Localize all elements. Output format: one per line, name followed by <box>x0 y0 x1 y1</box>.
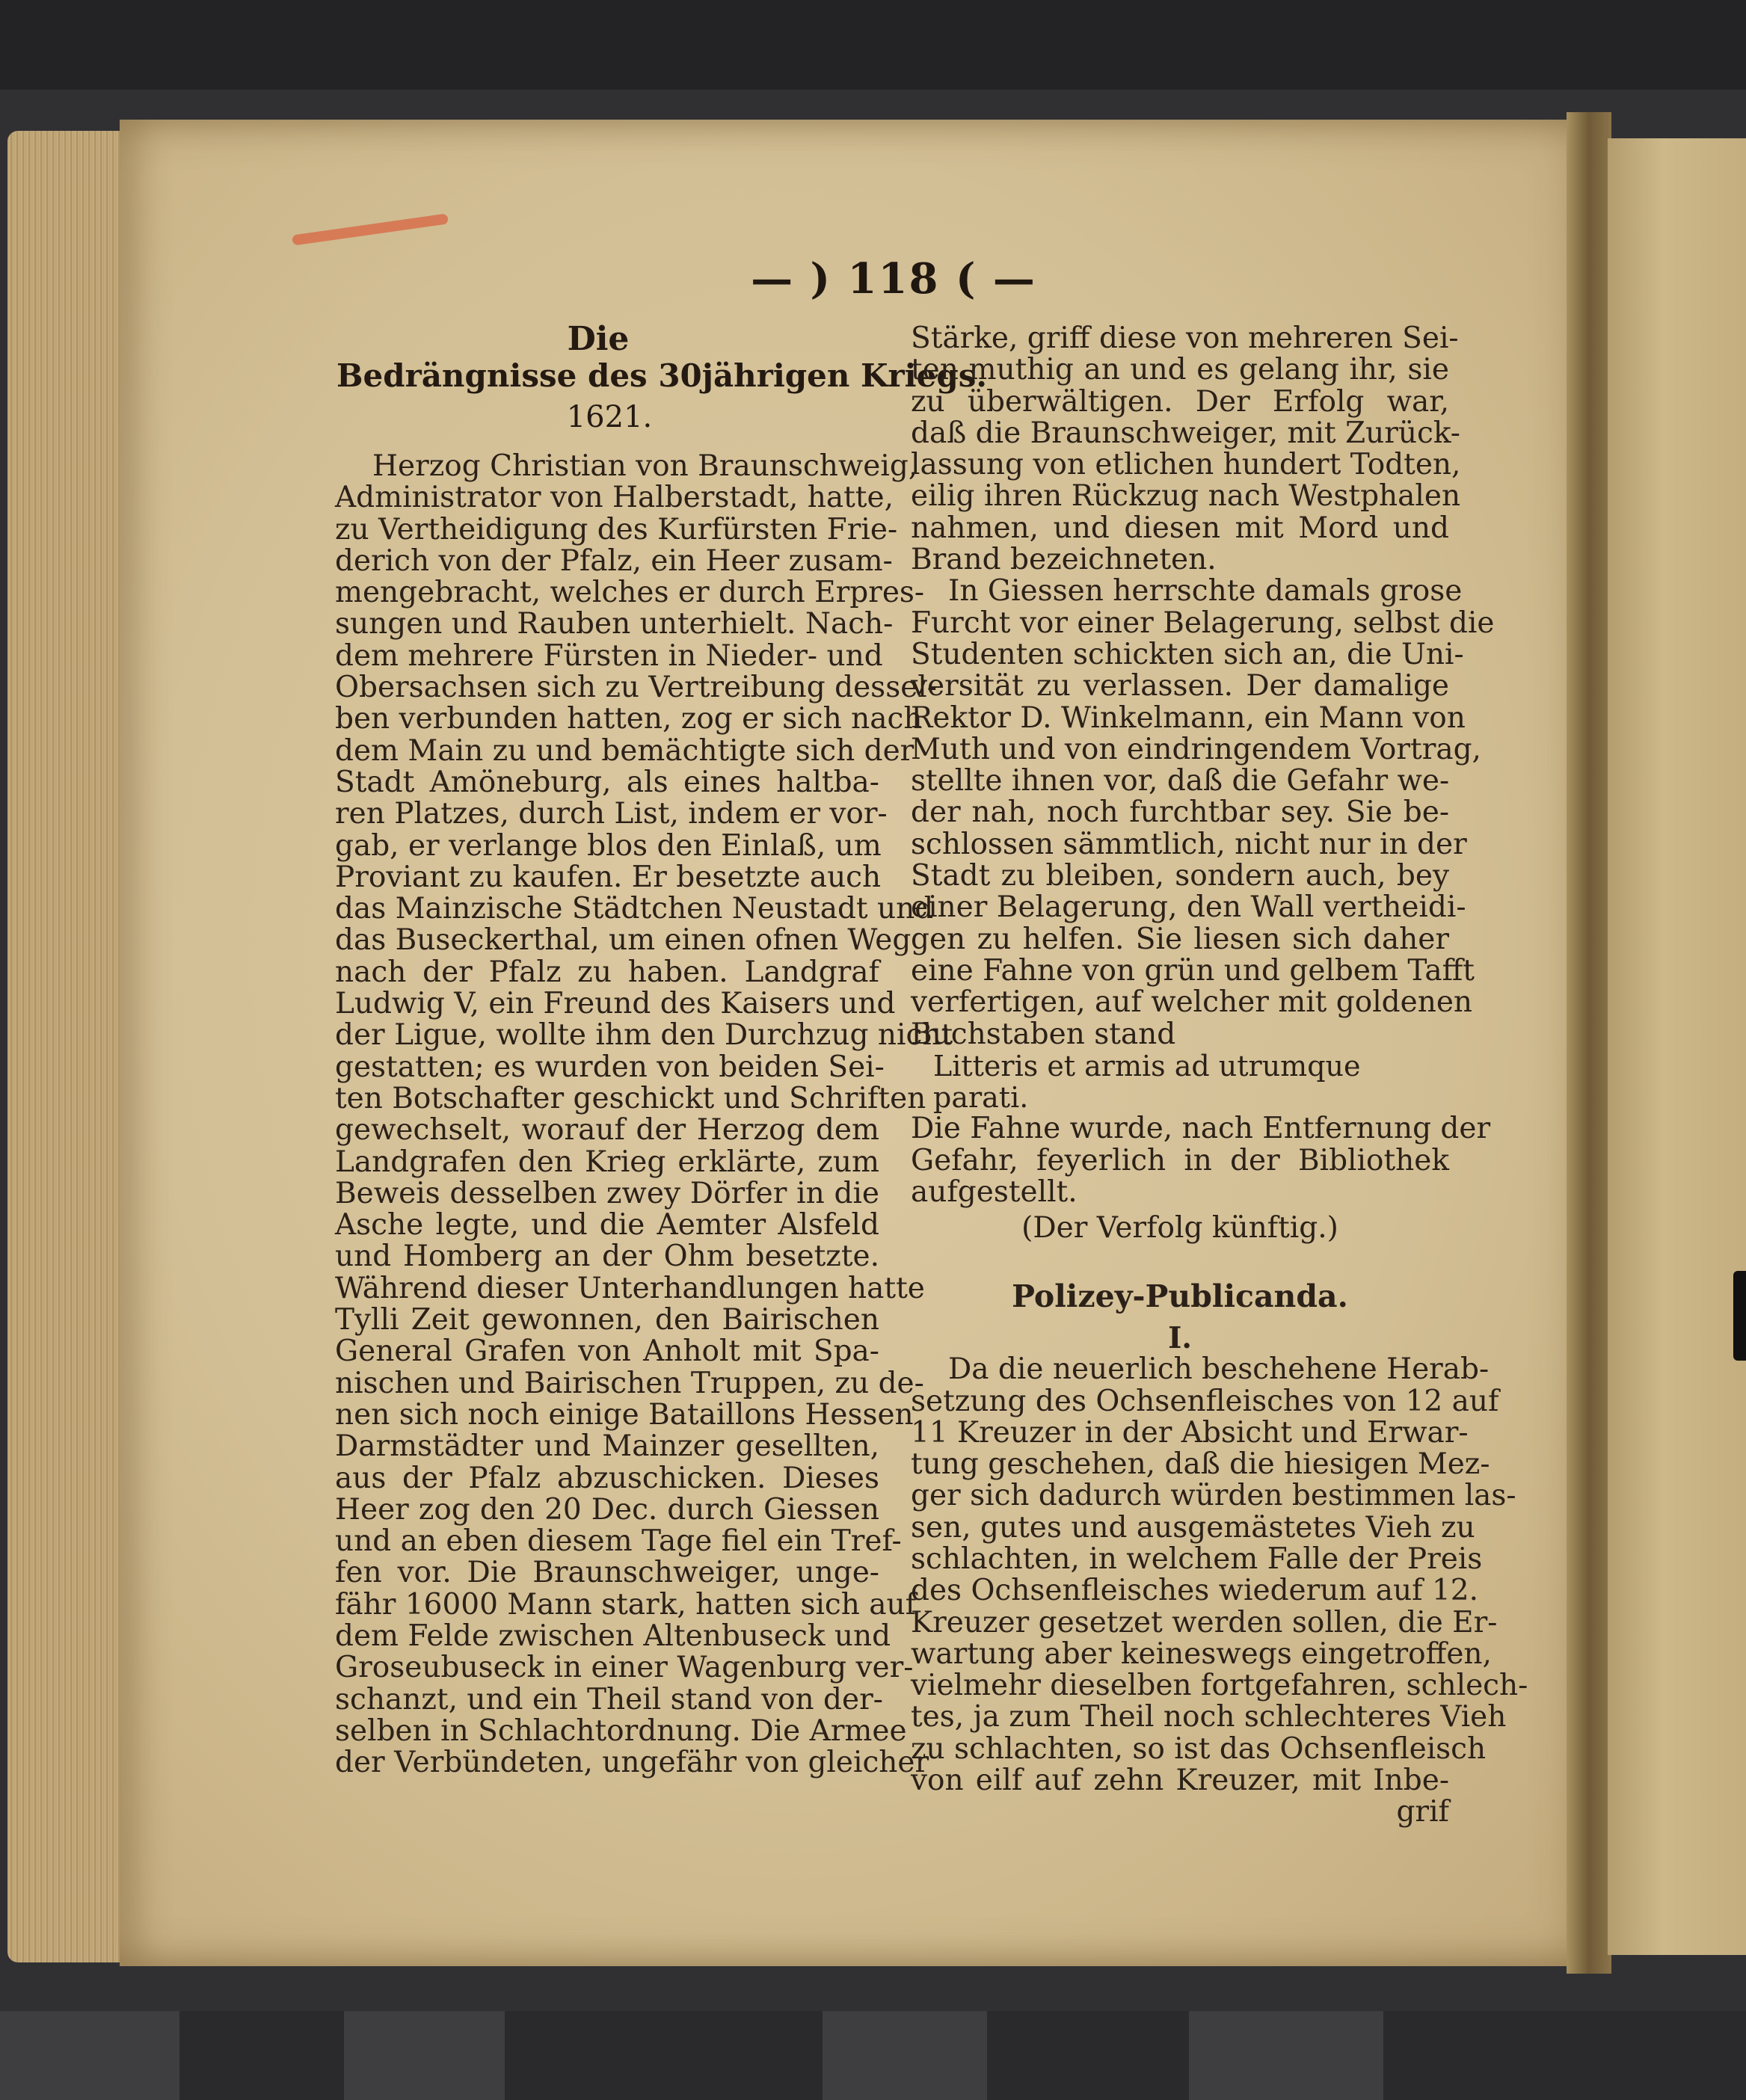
text-line: gab, er verlange blos den Einlaß, um <box>335 828 882 863</box>
text-line: ger sich dadurch würden bestimmen las- <box>911 1479 1516 1513</box>
text-line: einer Belagerung, den Wall vertheidi- <box>911 890 1466 925</box>
text-line: gen zu helfen. Sie liesen sich daher <box>911 922 1449 956</box>
text-line: nahmen, und diesen mit Mord und <box>911 511 1449 545</box>
text-line: und Homberg an der Ohm besetzte. <box>335 1240 879 1274</box>
bottom-bar-block <box>344 2011 505 2100</box>
right-paragraph-3 <box>911 1112 1491 1210</box>
text-line: Rektor D. Winkelmann, ein Mann von <box>911 700 1466 735</box>
text-line: zu schlachten, so ist das Ochsenfleisch <box>911 1731 1487 1766</box>
left-column <box>335 449 953 1780</box>
text-line: sen, gutes und ausgemästetes Vieh zu <box>911 1510 1475 1545</box>
article-title-line1: Die <box>567 320 630 358</box>
book-page-edges <box>7 131 127 1962</box>
book-gutter <box>1567 112 1611 1974</box>
text-line: der nah, noch furchtbar sey. Sie be- <box>911 795 1449 830</box>
bottom-bar-block <box>823 2011 987 2100</box>
text-line: eine Fahne von grün und gelbem Tafft <box>911 953 1475 988</box>
text-line: Groseubuseck in einer Wagenburg ver- <box>335 1651 914 1685</box>
article-title-line2: Bedrängnisse des 30jährigen Kriegs. <box>336 357 987 394</box>
scan-top-bar <box>0 0 1746 90</box>
right-paragraph-1 <box>911 321 1461 577</box>
text-line: dem mehrere Fürsten in Nieder- und <box>335 638 883 673</box>
text-line: ten Botschafter geschickt und Schriften <box>335 1081 926 1115</box>
text-line: Beweis desselben zwey Dörfer in die <box>335 1176 879 1210</box>
publicanda-number: I. <box>1168 1320 1192 1355</box>
text-line: Landgrafen den Krieg erklärte, zum <box>335 1145 879 1179</box>
continuation-note: (Der Verfolg künftig.) <box>1021 1211 1338 1245</box>
text-line: gewechselt, worauf der Herzog dem <box>335 1113 879 1148</box>
text-line: tung geschehen, daß die hiesigen Mez- <box>911 1447 1490 1482</box>
text-line: Stadt zu bleiben, sondern auch, bey <box>911 859 1449 893</box>
text-line: In Giessen herrschte damals grose <box>948 574 1463 609</box>
text-line: das Buseckerthal, um einen ofnen Weg <box>335 923 912 958</box>
article-year: 1621. <box>566 400 653 434</box>
text-line: ben verbunden hatten, zog er sich nach <box>335 702 923 736</box>
text-line: schlachten, in welchem Falle der Preis <box>911 1542 1483 1576</box>
text-line: aus der Pfalz abzuschicken. Dieses <box>335 1461 879 1495</box>
text-line: stellte ihnen vor, daß die Gefahr we- <box>911 764 1450 798</box>
text-line: zu Vertheidigung des Kurfürsten Frie- <box>335 512 898 546</box>
latin-motto: Litteris et armis ad utrumque parati. <box>933 1049 1361 1115</box>
bottom-bar-block <box>1189 2011 1383 2100</box>
text-line: eilig ihren Rückzug nach Westphalen <box>911 479 1461 514</box>
text-line: daß die Braunschweiger, mit Zurück- <box>911 416 1460 450</box>
text-line: Brand bezeichneten. <box>911 543 1217 577</box>
text-line: ren Platzes, durch List, indem er vor- <box>335 797 888 831</box>
text-line: ten muthig an und es gelang ihr, sie <box>911 353 1449 387</box>
text-line: nen sich noch einige Bataillons Hessen <box>335 1397 914 1432</box>
page-tab-marker <box>1733 1271 1746 1361</box>
text-line: setzung des Ochsenfleisches von 12 auf <box>911 1384 1499 1418</box>
text-line: fähr 16000 Mann stark, hatten sich auf <box>335 1587 917 1622</box>
facing-page-edge <box>1608 138 1746 1955</box>
text-line: Stadt Amöneburg, als eines haltba- <box>335 765 879 799</box>
text-line: das Mainzische Städtchen Neustadt und <box>335 892 934 926</box>
text-line: Während dieser Unterhandlungen hatte <box>335 1271 925 1305</box>
text-line: Muth und von eindringendem Vortrag, <box>911 732 1481 766</box>
text-line: zu überwältigen. Der Erfolg war, <box>911 384 1449 419</box>
text-line: schanzt, und ein Theil stand von der- <box>335 1682 883 1716</box>
text-line: Stärke, griff diese von mehreren Sei- <box>911 321 1459 355</box>
text-line: selben in Schlachtordnung. Die Armee <box>335 1713 907 1748</box>
text-line: von eilf auf zehn Kreuzer, mit Inbe- <box>911 1764 1449 1798</box>
text-line: Studenten schickten sich an, die Uni- <box>911 637 1464 671</box>
publicanda-heading: Polizey-Publicanda. <box>1012 1278 1348 1314</box>
text-line: Obersachsen sich zu Vertreibung dessel- <box>335 671 937 705</box>
text-line: vielmehr dieselben fortgefahren, schlech- <box>911 1669 1528 1703</box>
text-line: Die Fahne wurde, nach Entfernung der <box>911 1112 1491 1146</box>
text-line: der Verbündeten, ungefähr von gleicher <box>335 1746 929 1780</box>
text-line: schlossen sämmtlich, nicht nur in der <box>911 827 1467 861</box>
text-line: Administrator von Halberstadt, hatte, <box>335 481 894 515</box>
right-paragraph-2 <box>911 574 1495 1051</box>
text-line: versität zu verlassen. Der damalige <box>911 669 1449 703</box>
text-line: Buchstaben stand <box>911 1017 1176 1051</box>
page-number: — ) 118 ( — <box>751 254 1036 304</box>
text-line: Gefahr, feyerlich in der Bibliothek <box>911 1143 1449 1177</box>
text-line: des Ochsenfleisches wiederum auf 12. <box>911 1574 1478 1608</box>
text-line: Furcht vor einer Belagerung, selbst die <box>911 606 1495 640</box>
text-line: Asche legte, und die Aemter Alsfeld <box>335 1208 879 1243</box>
right-column <box>911 321 1528 1829</box>
text-line: der Ligue, wollte ihm den Durchzug nicht <box>335 1018 953 1053</box>
text-line: Proviant zu kaufen. Er besetzte auch <box>335 860 882 894</box>
text-line: nach der Pfalz zu haben. Landgraf <box>335 955 879 989</box>
text-line: verfertigen, auf welcher mit goldenen <box>911 985 1473 1020</box>
text-line: dem Felde zwischen Altenbuseck und <box>335 1619 891 1653</box>
bottom-bar-block <box>0 2011 179 2100</box>
catchword: grif <box>1396 1795 1449 1829</box>
text-line: derich von der Pfalz, ein Heer zusam- <box>335 544 893 578</box>
text-line: dem Main zu und bemächtigte sich der <box>335 733 915 768</box>
text-line: gestatten; es wurden von beiden Sei- <box>335 1050 885 1084</box>
text-line: General Grafen von Anholt mit Spa- <box>335 1334 879 1369</box>
text-line: wartung aber keineswegs eingetroffen, <box>911 1636 1492 1671</box>
text-line: sungen und Rauben unterhielt. Nach- <box>335 607 894 641</box>
text-line: tes, ja zum Theil noch schlechteres Vieh <box>911 1700 1507 1734</box>
scan-bottom-bar <box>0 2011 1746 2100</box>
publicanda-paragraph <box>911 1352 1528 1798</box>
text-line: Ludwig V, ein Freund des Kaisers und <box>335 987 896 1021</box>
text-line: mengebracht, welches er durch Erpres- <box>335 576 925 610</box>
text-line: Tylli Zeit gewonnen, den Bairischen <box>335 1303 879 1337</box>
text-line: und an eben diesem Tage fiel ein Tref- <box>335 1524 902 1559</box>
text-line: Da die neuerlich beschehene Herab- <box>948 1352 1490 1387</box>
text-line: Darmstädter und Mainzer gesellten, <box>335 1429 879 1464</box>
text-line: aufgestellt. <box>911 1175 1078 1210</box>
text-line: 11 Kreuzer in der Absicht und Erwar- <box>911 1415 1469 1450</box>
text-line: Kreuzer gesetzet werden sollen, die Er- <box>911 1605 1498 1639</box>
text-line: Heer zog den 20 Dec. durch Giessen <box>335 1492 879 1527</box>
text-line: lassung von etlichen hundert Todten, <box>911 448 1461 482</box>
text-line: nischen und Bairischen Truppen, zu de- <box>335 1366 924 1400</box>
text-line: Herzog Christian von Braunschweig, <box>372 449 918 483</box>
text-line: fen vor. Die Braunschweiger, unge- <box>335 1556 879 1590</box>
